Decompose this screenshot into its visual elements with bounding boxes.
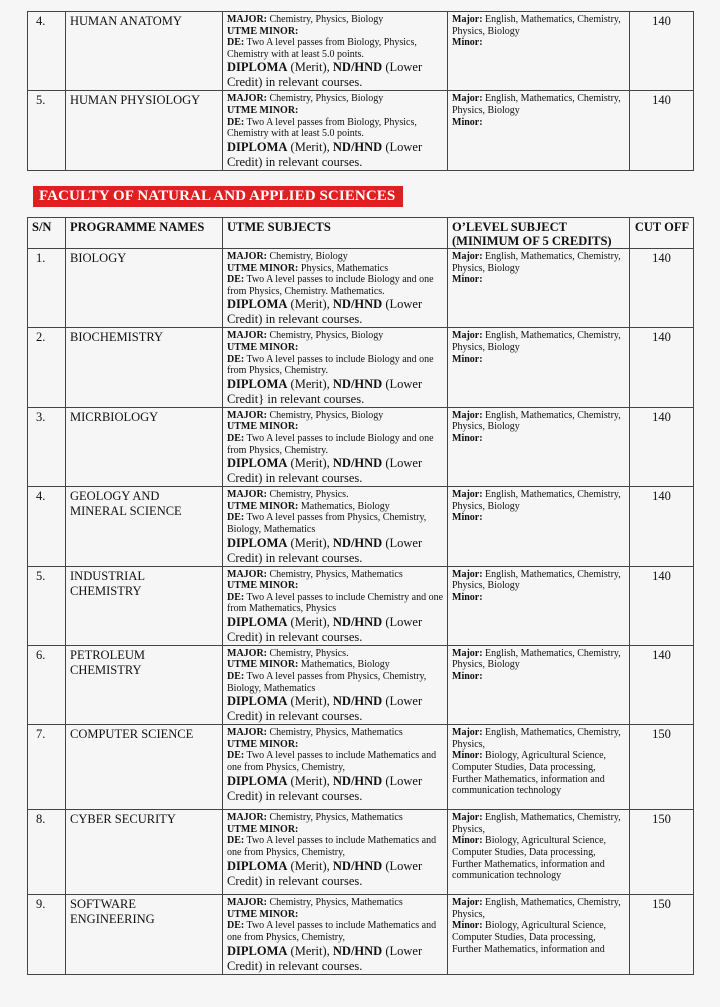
de-label: DE: bbox=[227, 835, 245, 847]
diploma-rest: (Lower Credit) in relevant courses. bbox=[227, 614, 423, 644]
utme-subjects-cell bbox=[223, 328, 448, 407]
olevel-major-label: Major: bbox=[452, 812, 483, 824]
utme-major-label: MAJOR: bbox=[227, 568, 267, 580]
utme-major-text: Chemistry, Physics, Mathematics bbox=[267, 568, 403, 580]
utme-major-label: MAJOR: bbox=[227, 330, 267, 342]
de-label: DE: bbox=[227, 116, 245, 128]
utme-minor-label: UTME MINOR: bbox=[227, 262, 299, 274]
olevel-minor-text: Biology, Agricultural Science, Computer Studies, Data processing, Further Mathematics, information and communication technology bbox=[452, 750, 607, 797]
header-programme-names: PROGRAMME NAMES bbox=[66, 218, 223, 249]
table-row bbox=[28, 328, 694, 407]
table-row bbox=[28, 407, 694, 486]
olevel-major-text: English, Mathematics, Chemistry, Physics, Biology bbox=[452, 251, 621, 274]
cut-off-score: 140 bbox=[630, 566, 694, 645]
cut-off-score: 150 bbox=[630, 895, 694, 974]
olevel-subjects-cell bbox=[448, 12, 630, 91]
utme-minor-label: UTME MINOR: bbox=[227, 580, 299, 592]
utme-subjects-cell bbox=[223, 566, 448, 645]
utme-major-text: Chemistry, Physics, Mathematics bbox=[267, 727, 403, 739]
olevel-major-label: Major: bbox=[452, 330, 483, 342]
nd-hnd-label: ND/HND bbox=[332, 456, 383, 471]
row-sn: 2. bbox=[28, 328, 66, 407]
diploma-label: DIPLOMA bbox=[227, 773, 288, 788]
nd-hnd-label: ND/HND bbox=[332, 858, 383, 873]
olevel-minor-label: Minor: bbox=[452, 37, 483, 49]
diploma-merit: (Merit), bbox=[287, 694, 333, 709]
programme-name: GEOLOGY AND MINERAL SCIENCE bbox=[66, 487, 223, 566]
utme-minor-text: Physics, Mathematics bbox=[298, 262, 389, 274]
row-sn: 4. bbox=[28, 12, 66, 91]
diploma-label: DIPLOMA bbox=[227, 943, 288, 958]
table-row bbox=[28, 249, 694, 328]
de-label: DE: bbox=[227, 353, 245, 365]
row-sn: 5. bbox=[28, 91, 66, 171]
header-sn: S/N bbox=[28, 218, 66, 249]
olevel-minor-label: Minor: bbox=[452, 920, 483, 932]
utme-subjects-cell bbox=[223, 725, 448, 810]
cut-off-score: 140 bbox=[630, 12, 694, 91]
diploma-rest: (Lower Credit) in relevant courses. bbox=[227, 858, 423, 888]
diploma-line bbox=[227, 859, 444, 889]
diploma-line bbox=[227, 615, 444, 645]
utme-minor-label: UTME MINOR: bbox=[227, 500, 299, 512]
programme-name: CYBER SECURITY bbox=[66, 810, 223, 895]
diploma-line bbox=[227, 536, 444, 566]
olevel-minor-label: Minor: bbox=[452, 750, 483, 762]
utme-major-label: MAJOR: bbox=[227, 897, 267, 909]
programme-name: PETROLEUM CHEMISTRY bbox=[66, 645, 223, 724]
nd-hnd-label: ND/HND bbox=[332, 535, 383, 550]
diploma-rest: (Lower Credit) in relevant courses. bbox=[227, 139, 423, 169]
utme-major-text: Chemistry, Biology bbox=[267, 251, 348, 262]
utme-minor-label: UTME MINOR: bbox=[227, 104, 299, 116]
diploma-line bbox=[227, 140, 444, 170]
diploma-rest: (Lower Credit) in relevant courses. bbox=[227, 297, 423, 327]
nd-hnd-label: ND/HND bbox=[332, 694, 383, 709]
olevel-major-text: English, Mathematics, Chemistry, Physics, Biology bbox=[452, 647, 621, 671]
diploma-line bbox=[227, 297, 444, 327]
de-text: Two A level passes from Physics, Chemistry, Biology, Mathematics bbox=[227, 512, 427, 535]
olevel-subjects-cell bbox=[448, 487, 630, 566]
diploma-label: DIPLOMA bbox=[227, 297, 288, 312]
utme-major-text: Chemistry, Physics. bbox=[267, 489, 349, 501]
utme-major-text: Chemistry, Physics, Biology bbox=[267, 330, 384, 342]
olevel-subjects-cell bbox=[448, 895, 630, 974]
olevel-major-text: English, Mathematics, Chemistry, Physics, Biology bbox=[452, 330, 621, 353]
diploma-line bbox=[227, 377, 444, 407]
de-label: DE: bbox=[227, 591, 245, 603]
utme-subjects-cell bbox=[223, 645, 448, 724]
table-row bbox=[28, 895, 694, 974]
table-row bbox=[28, 91, 694, 171]
diploma-line bbox=[227, 60, 444, 90]
olevel-major-text: English, Mathematics, Chemistry, Physics, bbox=[452, 727, 621, 750]
olevel-subjects-cell bbox=[448, 810, 630, 895]
row-sn: 9. bbox=[28, 895, 66, 974]
olevel-subjects-cell bbox=[448, 91, 630, 171]
diploma-label: DIPLOMA bbox=[227, 376, 288, 391]
de-label: DE: bbox=[227, 671, 245, 683]
diploma-line bbox=[227, 774, 444, 804]
de-text: Two A level passes to include Mathematics and one from Physics, Chemistry, bbox=[227, 835, 437, 859]
row-sn: 8. bbox=[28, 810, 66, 895]
programme-name: BIOCHEMISTRY bbox=[66, 328, 223, 407]
utme-major-label: MAJOR: bbox=[227, 251, 267, 262]
diploma-rest: (Lower Credit) in relevant courses. bbox=[227, 60, 423, 90]
diploma-merit: (Merit), bbox=[287, 139, 333, 154]
table-row bbox=[28, 645, 694, 724]
utme-subjects-cell bbox=[223, 249, 448, 328]
diploma-rest: (Lower Credit) in relevant courses. bbox=[227, 456, 423, 486]
diploma-merit: (Merit), bbox=[287, 376, 333, 391]
header-cut-off: CUT OFF bbox=[630, 218, 694, 249]
cut-off-score: 140 bbox=[630, 249, 694, 328]
table-row bbox=[28, 12, 694, 91]
de-text: Two A level passes to include Chemistry and one from Mathematics, Physics bbox=[227, 591, 444, 615]
olevel-subjects-cell bbox=[448, 645, 630, 724]
diploma-rest: (Lower Credit) in relevant courses. bbox=[227, 943, 423, 973]
diploma-label: DIPLOMA bbox=[227, 139, 288, 154]
olevel-minor-label: Minor: bbox=[452, 274, 483, 286]
olevel-major-text: English, Mathematics, Chemistry, Physics, Biology bbox=[452, 489, 621, 512]
de-text: Two A level passes from Physics, Chemistry, Biology, Mathematics bbox=[227, 671, 427, 694]
olevel-major-text: English, Mathematics, Chemistry, Physics, Biology bbox=[452, 568, 621, 592]
utme-subjects-cell bbox=[223, 895, 448, 974]
faculty-admission-table bbox=[27, 217, 694, 975]
row-sn: 1. bbox=[28, 249, 66, 328]
utme-major-label: MAJOR: bbox=[227, 14, 267, 25]
table-row bbox=[28, 810, 694, 895]
de-label: DE: bbox=[227, 920, 245, 932]
admission-table-continued bbox=[27, 11, 694, 171]
diploma-merit: (Merit), bbox=[287, 943, 333, 958]
diploma-rest: (Lower Credit) in relevant courses. bbox=[227, 773, 423, 803]
faculty-banner: FACULTY OF NATURAL AND APPLIED SCIENCES bbox=[33, 186, 403, 207]
nd-hnd-label: ND/HND bbox=[332, 60, 383, 75]
utme-subjects-cell bbox=[223, 407, 448, 486]
programme-name: HUMAN PHYSIOLOGY bbox=[66, 91, 223, 171]
olevel-subjects-cell bbox=[448, 328, 630, 407]
olevel-major-label: Major: bbox=[452, 14, 483, 25]
olevel-minor-label: Minor: bbox=[452, 512, 483, 524]
de-label: DE: bbox=[227, 512, 245, 524]
diploma-merit: (Merit), bbox=[287, 858, 333, 873]
de-text: Two A level passes to include Mathematics and one from Physics, Chemistry, bbox=[227, 920, 437, 944]
diploma-merit: (Merit), bbox=[287, 297, 333, 312]
olevel-major-text: English, Mathematics, Chemistry, Physics, Biology bbox=[452, 409, 621, 433]
diploma-rest: (Lower Credit} in relevant courses. bbox=[227, 376, 423, 406]
cut-off-score: 140 bbox=[630, 91, 694, 171]
table-row bbox=[28, 487, 694, 566]
olevel-major-label: Major: bbox=[452, 409, 483, 421]
programme-name: BIOLOGY bbox=[66, 249, 223, 328]
diploma-merit: (Merit), bbox=[287, 773, 333, 788]
olevel-major-text: English, Mathematics, Chemistry, Physics, Biology bbox=[452, 93, 621, 116]
diploma-label: DIPLOMA bbox=[227, 614, 288, 629]
diploma-line bbox=[227, 456, 444, 486]
utme-subjects-cell bbox=[223, 91, 448, 171]
table-row bbox=[28, 725, 694, 810]
olevel-subjects-cell bbox=[448, 725, 630, 810]
cut-off-score: 140 bbox=[630, 407, 694, 486]
row-sn: 7. bbox=[28, 725, 66, 810]
nd-hnd-label: ND/HND bbox=[332, 297, 383, 312]
de-text: Two A level passes from Biology, Physics, Chemistry with at least 5.0 points. bbox=[227, 116, 417, 140]
olevel-minor-label: Minor: bbox=[452, 671, 483, 683]
olevel-major-label: Major: bbox=[452, 251, 483, 262]
cut-off-score: 150 bbox=[630, 810, 694, 895]
row-sn: 3. bbox=[28, 407, 66, 486]
cut-off-score: 140 bbox=[630, 328, 694, 407]
olevel-minor-text: Biology, Agricultural Science, Computer Studies, Data processing, Further Mathematics, information and communication technology bbox=[452, 835, 607, 882]
olevel-minor-label: Minor: bbox=[452, 432, 483, 444]
olevel-subjects-cell bbox=[448, 566, 630, 645]
diploma-label: DIPLOMA bbox=[227, 456, 288, 471]
utme-minor-label: UTME MINOR: bbox=[227, 25, 299, 37]
nd-hnd-label: ND/HND bbox=[332, 614, 383, 629]
diploma-label: DIPLOMA bbox=[227, 535, 288, 550]
utme-minor-text: Mathematics, Biology bbox=[298, 500, 390, 512]
de-text: Two A level passes to include Biology and one from Physics, Chemistry. Mathematics. bbox=[227, 274, 434, 297]
utme-major-text: Chemistry, Physics, Biology bbox=[267, 14, 384, 25]
nd-hnd-label: ND/HND bbox=[332, 376, 383, 391]
utme-subjects-cell bbox=[223, 12, 448, 91]
de-text: Two A level passes to include Mathematics and one from Physics, Chemistry, bbox=[227, 750, 437, 774]
diploma-label: DIPLOMA bbox=[227, 60, 288, 75]
table-row bbox=[28, 566, 694, 645]
programme-name: MICRBIOLOGY bbox=[66, 407, 223, 486]
diploma-line bbox=[227, 944, 444, 974]
programme-name: SOFTWARE ENGINEERING bbox=[66, 895, 223, 974]
olevel-major-label: Major: bbox=[452, 568, 483, 580]
utme-subjects-cell bbox=[223, 487, 448, 566]
de-label: DE: bbox=[227, 274, 245, 286]
cut-off-score: 140 bbox=[630, 645, 694, 724]
utme-subjects-cell bbox=[223, 810, 448, 895]
olevel-major-label: Major: bbox=[452, 93, 483, 105]
olevel-subjects-cell bbox=[448, 407, 630, 486]
programme-name: INDUSTRIAL CHEMISTRY bbox=[66, 566, 223, 645]
diploma-label: DIPLOMA bbox=[227, 694, 288, 709]
utme-minor-label: UTME MINOR: bbox=[227, 823, 299, 835]
cut-off-score: 140 bbox=[630, 487, 694, 566]
diploma-rest: (Lower Credit) in relevant courses. bbox=[227, 535, 423, 565]
diploma-merit: (Merit), bbox=[287, 535, 333, 550]
utme-major-text: Chemistry, Physics, Mathematics bbox=[267, 812, 403, 824]
olevel-major-label: Major: bbox=[452, 489, 483, 501]
diploma-line bbox=[227, 694, 444, 724]
utme-major-text: Chemistry, Physics, Mathematics bbox=[267, 897, 403, 909]
olevel-major-label: Major: bbox=[452, 727, 483, 739]
utme-minor-label: UTME MINOR: bbox=[227, 421, 299, 433]
utme-major-label: MAJOR: bbox=[227, 489, 267, 501]
de-text: Two A level passes from Biology, Physics, Chemistry with at least 5.0 points. bbox=[227, 37, 417, 60]
row-sn: 5. bbox=[28, 566, 66, 645]
olevel-subjects-cell bbox=[448, 249, 630, 328]
utme-major-label: MAJOR: bbox=[227, 727, 267, 739]
olevel-minor-text: Biology, Agricultural Science, Computer Studies, Data processing, Further Mathematics, information and bbox=[452, 920, 607, 955]
olevel-major-label: Major: bbox=[452, 897, 483, 909]
diploma-label: DIPLOMA bbox=[227, 858, 288, 873]
utme-major-label: MAJOR: bbox=[227, 409, 267, 421]
utme-minor-label: UTME MINOR: bbox=[227, 659, 299, 671]
utme-major-label: MAJOR: bbox=[227, 812, 267, 824]
olevel-major-text: English, Mathematics, Chemistry, Physics, Biology bbox=[452, 14, 621, 37]
row-sn: 6. bbox=[28, 645, 66, 724]
nd-hnd-label: ND/HND bbox=[332, 943, 383, 958]
programme-name: COMPUTER SCIENCE bbox=[66, 725, 223, 810]
diploma-merit: (Merit), bbox=[287, 456, 333, 471]
de-label: DE: bbox=[227, 750, 245, 762]
olevel-major-label: Major: bbox=[452, 647, 483, 659]
cut-off-score: 150 bbox=[630, 725, 694, 810]
diploma-rest: (Lower Credit) in relevant courses. bbox=[227, 694, 423, 724]
utme-major-label: MAJOR: bbox=[227, 647, 267, 659]
diploma-merit: (Merit), bbox=[287, 614, 333, 629]
olevel-minor-label: Minor: bbox=[452, 591, 483, 603]
table-header-row bbox=[28, 218, 694, 249]
utme-minor-label: UTME MINOR: bbox=[227, 908, 299, 920]
de-label: DE: bbox=[227, 432, 245, 444]
utme-major-text: Chemistry, Physics, Biology bbox=[267, 93, 384, 105]
utme-major-text: Chemistry, Physics, Biology bbox=[267, 409, 384, 421]
olevel-major-text: English, Mathematics, Chemistry, Physics, bbox=[452, 897, 621, 920]
nd-hnd-label: ND/HND bbox=[332, 139, 383, 154]
row-sn: 4. bbox=[28, 487, 66, 566]
de-text: Two A level passes to include Biology and one from Physics, Chemistry. bbox=[227, 432, 434, 456]
olevel-minor-label: Minor: bbox=[452, 835, 483, 847]
de-text: Two A level passes to include Biology and one from Physics, Chemistry. bbox=[227, 353, 434, 377]
utme-minor-label: UTME MINOR: bbox=[227, 341, 299, 353]
header-olevel-subject: O’LEVEL SUBJECT (MINIMUM OF 5 CREDITS) bbox=[448, 218, 630, 249]
utme-major-text: Chemistry, Physics. bbox=[267, 647, 349, 659]
utme-major-label: MAJOR: bbox=[227, 93, 267, 105]
header-utme-subjects: UTME SUBJECTS bbox=[223, 218, 448, 249]
programme-name: HUMAN ANATOMY bbox=[66, 12, 223, 91]
diploma-merit: (Merit), bbox=[287, 60, 333, 75]
utme-minor-label: UTME MINOR: bbox=[227, 738, 299, 750]
utme-minor-text: Mathematics, Biology bbox=[298, 659, 390, 671]
nd-hnd-label: ND/HND bbox=[332, 773, 383, 788]
de-label: DE: bbox=[227, 37, 245, 49]
olevel-minor-label: Minor: bbox=[452, 116, 483, 128]
olevel-major-text: English, Mathematics, Chemistry, Physics, bbox=[452, 812, 621, 835]
olevel-minor-label: Minor: bbox=[452, 353, 483, 365]
